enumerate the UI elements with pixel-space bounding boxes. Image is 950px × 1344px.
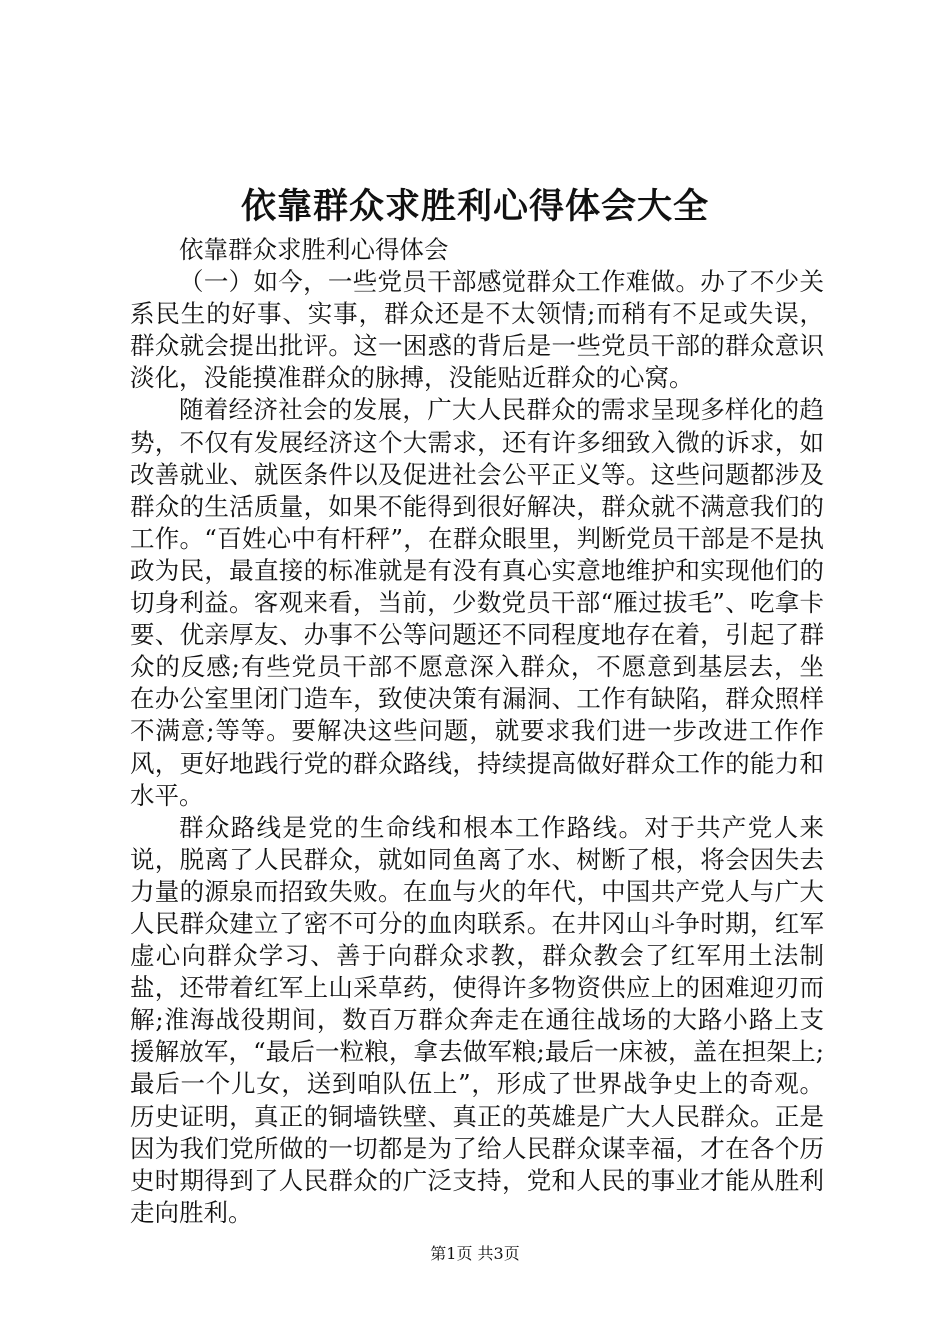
document-body — [130, 234, 824, 1229]
document-title: 依靠群众求胜利心得体会大全 — [240, 186, 709, 227]
page-indicator: 第1页 共3页 — [430, 1244, 520, 1263]
paragraph: 随着经济社会的发展，广大人民群众的需求呈现多样化的趋势，不仅有发展经济这个大需求，还有许多细致入微的诉求，如改善就业、就医条件以及促进社会公平正义等。这些问题都涉及群众的生活质量，如果不能得到很好解决，群众就不满意我们的工作。“百姓心中有杆秤”，在群众眼里，判断党员干部是不是执政为民，最直接的标准就是有没有真心实意地维护和实现他们的切身利益。客观来看，当前，少数党员干部“雁过拔毛”、吃拿卡要、优亲厚友、办事不公等问题还不同程度地存在着，引起了群众的反感;有些党员干部不愿意深入群众，不愿意到基层去，坐在办公室里闭门造车，致使决策有漏洞、工作有缺陷，群众照样不满意;等等。要解决这些问题，就要求我们进一步改进工作作风，更好地践行党的群众路线，持续提高做好群众工作的能力和水平。 — [130, 395, 824, 810]
document-subtitle: 依靠群众求胜利心得体会 — [179, 235, 449, 264]
paragraph: （一）如今，一些党员干部感觉群众工作难做。办了不少关系民生的好事、实事，群众还是不太领情;而稍有不足或失误，群众就会提出批评。这一困惑的背后是一些党员干部的群众意识淡化，没能摸准群众的脉搏，没能贴近群众的心窝。 — [130, 267, 824, 393]
page-footer — [0, 1242, 950, 1266]
paragraph: 群众路线是党的生命线和根本工作路线。对于共产党人来说，脱离了人民群众，就如同鱼离了水、树断了根，将会因失去力量的源泉而招致失败。在血与火的年代，中国共产党人与广大人民群众建立了密不可分的血肉联系。在井冈山斗争时期，红军虚心向群众学习、善于向群众求教，群众教会了红军用土法制盐，还带着红军上山采草药，使得许多物资供应上的困难迎刃而解;淮海战役期间，数百万群众奔走在通往战场的大路小路上支援解放军，“最后一粒粮，拿去做军粮;最后一床被，盖在担架上;最后一个儿女，送到咱队伍上”，形成了世界战争史上的奇观。历史证明，真正的铜墙铁壁、真正的英雄是广大人民群众。正是因为我们党所做的一切都是为了给人民群众谋幸福，才在各个历史时期得到了人民群众的广泛支持，党和人民的事业才能从胜利走向胜利。 — [130, 812, 824, 1227]
